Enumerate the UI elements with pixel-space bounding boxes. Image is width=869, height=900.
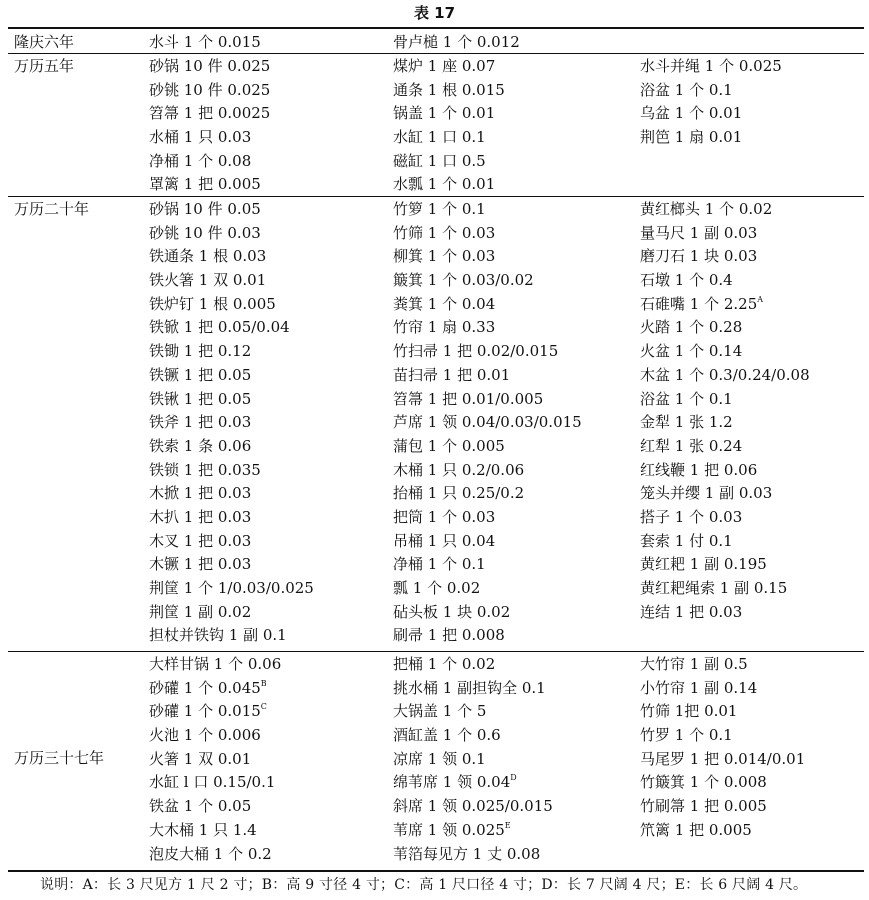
item-text: 石墩 1 个 0.4 bbox=[640, 271, 733, 290]
table-cell bbox=[149, 388, 314, 412]
item-text: 铁锨 1 把 0.05/0.04 bbox=[149, 318, 290, 337]
item-text: 搭子 1 个 0.03 bbox=[640, 507, 743, 526]
item-text: 骨卢槌 1 个 0.012 bbox=[393, 33, 520, 51]
table-cell bbox=[149, 553, 314, 577]
item-text: 竹筛 1 个 0.03 bbox=[393, 223, 496, 242]
table-cell bbox=[393, 198, 582, 222]
table-cell bbox=[640, 795, 805, 819]
table-cell bbox=[393, 553, 582, 577]
table-cell bbox=[149, 819, 281, 843]
table-cell bbox=[393, 150, 505, 174]
table-cell bbox=[149, 31, 261, 55]
table-cell bbox=[393, 316, 582, 340]
table-cell bbox=[149, 269, 314, 293]
item-text: 铁斧 1 把 0.03 bbox=[149, 413, 252, 432]
table-cell bbox=[640, 55, 782, 79]
item-text: 砂铫 10 件 0.03 bbox=[149, 223, 261, 242]
item-text: 黄红榔头 1 个 0.02 bbox=[640, 200, 773, 218]
table-cell bbox=[149, 198, 314, 222]
item-text: 铁索 1 条 0.06 bbox=[149, 436, 252, 455]
item-text: 粪箕 1 个 0.04 bbox=[393, 294, 496, 313]
table-cell bbox=[393, 819, 553, 843]
table-cell bbox=[393, 411, 582, 435]
item-text: 荆筐 1 个 1/0.03/0.025 bbox=[149, 579, 314, 597]
table-cell bbox=[640, 819, 805, 843]
table-cell bbox=[149, 316, 314, 340]
item-text: 黄红耙绳索 1 副 0.15 bbox=[640, 579, 788, 597]
item-text: 大木桶 1 只 1.4 bbox=[149, 820, 257, 839]
table-cell bbox=[640, 601, 810, 625]
column-1 bbox=[149, 653, 281, 866]
item-text: 蒲包 1 个 0.005 bbox=[393, 436, 505, 455]
item-text: 红线鞭 1 把 0.06 bbox=[640, 460, 758, 479]
item-text: 木掀 1 把 0.03 bbox=[149, 484, 252, 503]
table-cell bbox=[149, 724, 281, 748]
footnote-marker: A bbox=[757, 294, 764, 304]
item-text: 抬桶 1 只 0.25/0.2 bbox=[393, 484, 525, 503]
item-text: 连结 1 把 0.03 bbox=[640, 602, 743, 621]
column-2 bbox=[393, 198, 582, 648]
column-3 bbox=[640, 198, 810, 624]
item-text: 金犁 1 张 1.2 bbox=[640, 413, 733, 432]
table-cell bbox=[640, 198, 810, 222]
table-cell bbox=[640, 293, 810, 317]
table-cell bbox=[393, 748, 553, 772]
table-cell bbox=[149, 55, 270, 79]
table-cell bbox=[393, 55, 505, 79]
table-cell bbox=[393, 269, 582, 293]
item-text: 锅盖 1 个 0.01 bbox=[393, 104, 496, 123]
table-cell bbox=[640, 435, 810, 459]
item-text: 芦席 1 领 0.04/0.03/0.015 bbox=[393, 413, 582, 432]
column-1 bbox=[149, 198, 314, 648]
footnote-marker: C bbox=[260, 702, 267, 712]
table-cell bbox=[640, 506, 810, 530]
item-text: 砧头板 1 块 0.02 bbox=[393, 602, 511, 621]
item-text: 马尾罗 1 把 0.014/0.01 bbox=[640, 749, 806, 768]
table-cell bbox=[149, 843, 281, 867]
item-text: 水缸 1 口 0.1 bbox=[393, 128, 486, 147]
table-cell bbox=[393, 364, 582, 388]
item-text: 乌盆 1 个 0.01 bbox=[640, 104, 743, 123]
table-cell bbox=[640, 316, 810, 340]
item-text: 火池 1 个 0.006 bbox=[149, 726, 261, 745]
table-cell bbox=[640, 653, 805, 677]
item-text: 木镢 1 把 0.03 bbox=[149, 555, 252, 574]
table-cell bbox=[393, 843, 553, 867]
table-cell bbox=[393, 388, 582, 412]
table-cell bbox=[149, 601, 314, 625]
table-cell bbox=[640, 724, 805, 748]
table-cell bbox=[149, 771, 281, 795]
table-cell bbox=[393, 506, 582, 530]
item-text: 苗扫帚 1 把 0.01 bbox=[393, 365, 511, 384]
table-cell bbox=[149, 459, 314, 483]
item-text: 铁盆 1 个 0.05 bbox=[149, 797, 252, 816]
item-text: 笼头并缨 1 副 0.03 bbox=[640, 484, 773, 503]
table-cell bbox=[149, 577, 314, 601]
table-cell bbox=[393, 577, 582, 601]
table-cell bbox=[640, 340, 810, 364]
item-text: 石碓嘴 1 个 2.25 bbox=[640, 294, 758, 313]
table-cell bbox=[393, 173, 505, 197]
footnote-marker: E bbox=[504, 820, 511, 830]
item-text: 刷帚 1 把 0.008 bbox=[393, 626, 505, 645]
item-text: 砂礶 1 个 0.045 bbox=[149, 678, 261, 697]
table-cell bbox=[393, 530, 582, 554]
item-text: 柳箕 1 个 0.03 bbox=[393, 247, 496, 266]
item-text: 煤炉 1 座 0.07 bbox=[393, 57, 496, 75]
table-cell bbox=[149, 222, 314, 246]
table-cell bbox=[149, 79, 270, 103]
item-text: 铁通条 1 根 0.03 bbox=[149, 247, 267, 266]
item-text: 净桶 1 个 0.1 bbox=[393, 555, 486, 574]
table-cell bbox=[149, 126, 270, 150]
item-text: 水斗并绳 1 个 0.025 bbox=[640, 57, 782, 75]
table-cell bbox=[640, 553, 810, 577]
footnote-marker: D bbox=[510, 773, 517, 783]
column-2 bbox=[393, 55, 505, 197]
item-text: 铁锁 1 把 0.035 bbox=[149, 460, 261, 479]
item-text: 铁镢 1 把 0.05 bbox=[149, 365, 252, 384]
table-cell bbox=[149, 530, 314, 554]
item-text: 火箸 1 双 0.01 bbox=[149, 749, 252, 768]
column-2 bbox=[393, 31, 520, 55]
item-text: 瓢 1 个 0.02 bbox=[393, 579, 481, 597]
item-text: 斜席 1 领 0.025/0.015 bbox=[393, 797, 553, 816]
item-text: 担杖并铁钩 1 副 0.1 bbox=[149, 626, 287, 645]
item-text: 砂礶 1 个 0.015 bbox=[149, 702, 261, 721]
column-3 bbox=[640, 55, 782, 150]
item-text: 竹帘 1 扇 0.33 bbox=[393, 318, 496, 337]
table-cell bbox=[393, 340, 582, 364]
table-cell bbox=[393, 79, 505, 103]
table-cell bbox=[640, 102, 782, 126]
table-cell bbox=[640, 126, 782, 150]
table-cell bbox=[393, 653, 553, 677]
table-cell bbox=[393, 601, 582, 625]
item-text: 铁炉钉 1 根 0.005 bbox=[149, 294, 276, 313]
table-cell bbox=[149, 173, 270, 197]
table-cell bbox=[393, 126, 505, 150]
item-text: 吊桶 1 只 0.04 bbox=[393, 531, 496, 550]
item-text: 磁缸 1 口 0.5 bbox=[393, 151, 486, 170]
era-label: 万历五年 bbox=[14, 57, 75, 75]
item-text: 竹刷箒 1 把 0.005 bbox=[640, 797, 767, 816]
item-text: 木盆 1 个 0.3/0.24/0.08 bbox=[640, 365, 810, 384]
item-text: 荆筐 1 副 0.02 bbox=[149, 602, 252, 621]
item-text: 苇席 1 领 0.025 bbox=[393, 820, 505, 839]
table-cell bbox=[149, 653, 281, 677]
table-cell bbox=[640, 79, 782, 103]
item-text: 竹罗 1 个 0.1 bbox=[640, 726, 733, 745]
item-text: 通条 1 根 0.015 bbox=[393, 80, 505, 99]
table-cell bbox=[640, 459, 810, 483]
item-text: 砂锅 10 件 0.025 bbox=[149, 57, 271, 75]
table-cell bbox=[149, 102, 270, 126]
table-cell bbox=[640, 748, 805, 772]
item-text: 小竹帘 1 副 0.14 bbox=[640, 678, 758, 697]
item-text: 砂铫 10 件 0.025 bbox=[149, 80, 271, 99]
item-text: 磨刀石 1 块 0.03 bbox=[640, 247, 758, 266]
table-cell bbox=[149, 340, 314, 364]
item-text: 竹箩 1 个 0.1 bbox=[393, 200, 486, 218]
footnote: 说明：A：长 3 尺见方 1 尺 2 寸；B：高 9 寸径 4 寸；C：高 1 尺口径 4 寸；D：长 7 尺阔 4 尺；E：长 6 尺阔 4 尺。 bbox=[40, 877, 808, 893]
column-3 bbox=[640, 653, 805, 843]
item-text: 水斗 1 个 0.015 bbox=[149, 33, 261, 51]
table-cell bbox=[640, 411, 810, 435]
table-cell bbox=[393, 724, 553, 748]
table-cell bbox=[149, 364, 314, 388]
table-cell bbox=[149, 677, 281, 701]
table-cell bbox=[640, 771, 805, 795]
item-text: 凉席 1 领 0.1 bbox=[393, 749, 486, 768]
table-cell bbox=[149, 506, 314, 530]
table-cell bbox=[640, 364, 810, 388]
table-top-rule bbox=[8, 27, 864, 29]
table-cell bbox=[149, 700, 281, 724]
item-text: 竹筛 1把 0.01 bbox=[640, 702, 738, 721]
item-text: 铁火箸 1 双 0.01 bbox=[149, 271, 267, 290]
item-text: 套索 1 付 0.1 bbox=[640, 531, 733, 550]
table-cell bbox=[393, 222, 582, 246]
table-cell bbox=[640, 269, 810, 293]
table-cell bbox=[393, 102, 505, 126]
footnote-marker: B bbox=[260, 678, 267, 688]
item-text: 大锅盖 1 个 5 bbox=[393, 702, 487, 721]
item-text: 笤箒 1 把 0.0025 bbox=[149, 104, 271, 123]
table-cell bbox=[393, 459, 582, 483]
item-text: 铁锹 1 把 0.05 bbox=[149, 389, 252, 408]
item-text: 水桶 1 只 0.03 bbox=[149, 128, 252, 147]
item-text: 水瓢 1 个 0.01 bbox=[393, 175, 496, 194]
table-cell bbox=[149, 482, 314, 506]
table-cell bbox=[640, 577, 810, 601]
item-text: 簸箕 1 个 0.03/0.02 bbox=[393, 271, 534, 290]
item-text: 火盆 1 个 0.14 bbox=[640, 342, 743, 361]
item-text: 水缸 l 口 0.15/0.1 bbox=[149, 773, 276, 792]
table-title: 表 17 bbox=[413, 4, 456, 22]
table-cell bbox=[640, 700, 805, 724]
table-cell bbox=[640, 388, 810, 412]
item-text: 笊篱 1 把 0.005 bbox=[640, 820, 752, 839]
column-2 bbox=[393, 653, 553, 866]
item-text: 浴盆 1 个 0.1 bbox=[640, 80, 733, 99]
item-text: 把桶 1 个 0.02 bbox=[393, 655, 496, 673]
table-cell bbox=[393, 624, 582, 648]
item-text: 黄红耙 1 副 0.195 bbox=[640, 555, 767, 574]
table-cell bbox=[393, 700, 553, 724]
item-text: 绵苇席 1 领 0.04 bbox=[393, 773, 511, 792]
table-cell bbox=[640, 245, 810, 269]
table-cell bbox=[149, 435, 314, 459]
table-cell bbox=[640, 677, 805, 701]
table-cell bbox=[640, 222, 810, 246]
table-cell bbox=[149, 293, 314, 317]
item-text: 净桶 1 个 0.08 bbox=[149, 151, 252, 170]
item-text: 浴盆 1 个 0.1 bbox=[640, 389, 733, 408]
item-text: 笤箒 1 把 0.01/0.005 bbox=[393, 389, 544, 408]
era-label: 万历三十七年 bbox=[14, 749, 105, 767]
table-cell bbox=[640, 482, 810, 506]
table-cell bbox=[393, 31, 520, 55]
item-text: 木桶 1 只 0.2/0.06 bbox=[393, 460, 525, 479]
item-text: 竹扫帚 1 把 0.02/0.015 bbox=[393, 342, 559, 361]
item-text: 火踏 1 个 0.28 bbox=[640, 318, 743, 337]
table-cell bbox=[393, 482, 582, 506]
item-text: 红犁 1 张 0.24 bbox=[640, 436, 743, 455]
item-text: 量马尺 1 副 0.03 bbox=[640, 223, 758, 242]
table-cell bbox=[393, 771, 553, 795]
item-text: 苇箔每见方 1 丈 0.08 bbox=[393, 844, 541, 863]
table-cell bbox=[149, 411, 314, 435]
table-cell bbox=[149, 624, 314, 648]
item-text: 木叉 1 把 0.03 bbox=[149, 531, 252, 550]
table-cell bbox=[149, 748, 281, 772]
item-text: 酒缸盖 1 个 0.6 bbox=[393, 726, 501, 745]
item-text: 大样甘锅 1 个 0.06 bbox=[149, 655, 282, 673]
item-text: 把筒 1 个 0.03 bbox=[393, 507, 496, 526]
table-cell bbox=[393, 435, 582, 459]
item-text: 铁锄 1 把 0.12 bbox=[149, 342, 252, 361]
table-cell bbox=[393, 293, 582, 317]
item-text: 荆笆 1 扇 0.01 bbox=[640, 128, 743, 147]
table-cell bbox=[640, 530, 810, 554]
table-bottom-rule bbox=[8, 870, 864, 872]
table-cell bbox=[393, 795, 553, 819]
item-text: 泡皮大桶 1 个 0.2 bbox=[149, 844, 272, 863]
item-text: 挑水桶 1 副担钩全 0.1 bbox=[393, 678, 546, 697]
item-text: 木扒 1 把 0.03 bbox=[149, 507, 252, 526]
table-cell bbox=[149, 795, 281, 819]
item-text: 竹簸箕 1 个 0.008 bbox=[640, 773, 767, 792]
item-text: 大竹帘 1 副 0.5 bbox=[640, 655, 748, 673]
column-1 bbox=[149, 31, 261, 55]
section-divider-3 bbox=[8, 651, 864, 652]
item-text: 罩篱 1 把 0.005 bbox=[149, 175, 261, 194]
item-text: 砂锅 10 件 0.05 bbox=[149, 200, 261, 218]
era-label: 万历二十年 bbox=[14, 200, 90, 218]
table-cell bbox=[393, 677, 553, 701]
table-cell bbox=[149, 245, 314, 269]
table-cell bbox=[149, 150, 270, 174]
era-label: 隆庆六年 bbox=[14, 33, 75, 51]
table-cell bbox=[393, 245, 582, 269]
column-1 bbox=[149, 55, 270, 197]
